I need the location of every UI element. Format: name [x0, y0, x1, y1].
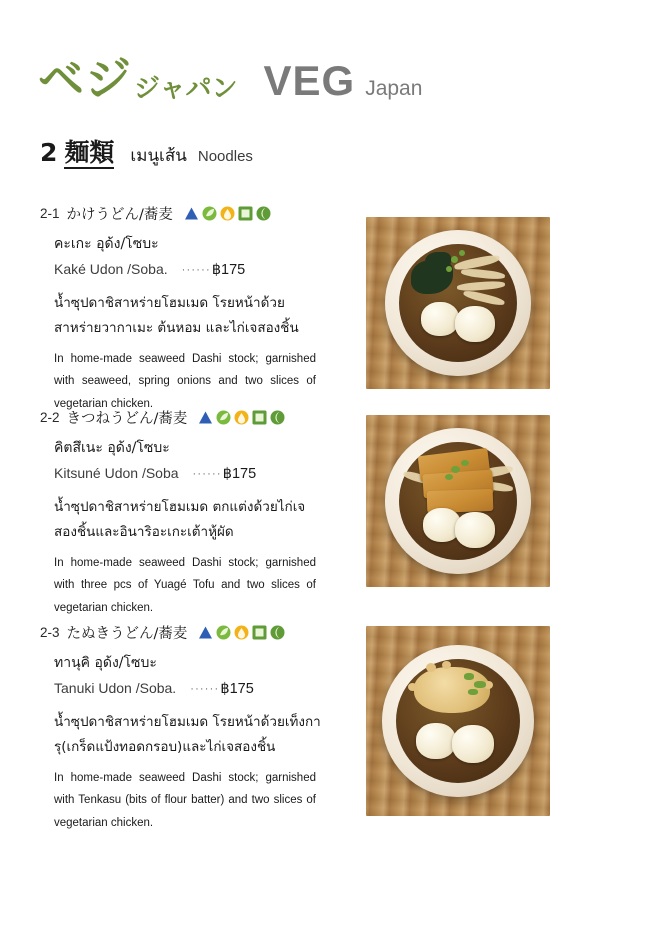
brand-veg-text: VEG: [263, 57, 356, 104]
item-price: ฿175: [220, 681, 254, 697]
item-description-thai: น้ำซุปดาชิสาหร่ายโฮมเมด โรยหน้าด้วยสาหร่ายวากาเมะ ต้นหอม และไก่เจสองชิ้น: [54, 295, 299, 336]
item-title-row: [40, 622, 325, 643]
section-heading: [40, 140, 253, 169]
herb-garnish: [461, 460, 469, 466]
herb-garnish: [474, 681, 486, 688]
brand-japanese-sub: ジャパン: [134, 74, 238, 104]
item-name-japanese: たぬきうどん/蕎麦: [66, 626, 188, 642]
brand-header: [38, 52, 618, 118]
tenkasu-crumb: [408, 683, 417, 691]
item-name-thai: คิตสึเนะ อุด้ง/โซบะ: [54, 440, 170, 456]
item-price-row: [54, 465, 325, 482]
bowl: [385, 428, 531, 574]
herb-garnish: [451, 466, 460, 473]
dietary-icon-group: [198, 410, 285, 425]
broth: [399, 244, 517, 362]
leaf-green-icon: [216, 410, 231, 425]
vegetarian-chicken-slice: [455, 512, 495, 548]
item-name-romaji: Kitsuné Udon /Soba: [54, 465, 179, 481]
herb-garnish: [468, 689, 478, 695]
moon-green-icon: [256, 206, 271, 221]
triangle-blue-icon: [198, 625, 213, 640]
item-price-row: [54, 261, 325, 278]
item-title-row: [40, 203, 325, 224]
vegetarian-chicken-slice: [455, 306, 495, 342]
item-title-row: [40, 407, 325, 428]
section-title-english: Noodles: [197, 148, 253, 165]
item-description-english: In home-made seaweed Dashi stock; garnished with three pcs of Yuagé Tofu and two slices of vegetarian chicken.: [54, 556, 316, 614]
menu-item-2-3: [40, 622, 325, 834]
menu-item-2-1: [40, 203, 325, 415]
vegetarian-chicken-slice: [421, 302, 459, 336]
leaf-green-icon: [216, 625, 231, 640]
item-description-thai: น้ำซุปดาชิสาหร่ายโฮมเมด โรยหน้าด้วยเท็งการุ(เกร็ดแป้งทอดกรอบ)และไก่เจสองชิ้น: [54, 714, 321, 755]
square-green-icon: [252, 410, 267, 425]
bowl: [385, 230, 531, 376]
item-code: 2-2: [40, 410, 60, 425]
item-description-english: In home-made seaweed Dashi stock; garnished with seaweed, spring onions and two slices of vegetarian chicken.: [54, 352, 316, 410]
item-price: ฿175: [211, 262, 246, 278]
tenkasu-crumbs: [414, 667, 490, 713]
square-green-icon: [238, 206, 253, 221]
item-code: 2-3: [40, 625, 60, 640]
spring-onion: [459, 250, 465, 256]
spring-onion: [451, 256, 458, 263]
noodle: [463, 289, 506, 307]
triangle-blue-icon: [184, 206, 199, 221]
tenkasu-crumb: [442, 661, 451, 669]
broth: [396, 659, 520, 783]
item-name-thai: ทานุคิ อุด้ง/โซบะ: [54, 655, 157, 671]
leader-dots: ······: [192, 468, 222, 480]
moon-green-icon: [270, 410, 285, 425]
item-name-japanese: きつねうどん/蕎麦: [66, 411, 188, 427]
section-number: 2: [40, 138, 58, 167]
kitsune-udon-photo: [366, 415, 550, 587]
herb-garnish: [445, 474, 453, 480]
leader-dots: ······: [190, 683, 220, 695]
tenkasu-crumb: [426, 663, 436, 672]
brand-japanese-main: ベジ: [38, 52, 132, 106]
page-footer-space: [0, 880, 660, 929]
garlic-free-icon: [234, 625, 249, 640]
tanuki-udon-photo: [366, 626, 550, 816]
item-description-thai: น้ำซุปดาชิสาหร่ายโฮมเมด ตกแต่งด้วยไก่เจสองชิ้นและอินาริอะเกะเต้าหู้ผัด: [54, 499, 306, 540]
section-title-thai: เมนูเส้น: [130, 146, 187, 166]
kake-udon-photo: [366, 217, 550, 389]
garlic-free-icon: [220, 206, 235, 221]
bowl: [382, 645, 534, 797]
section-title-japanese: 麺類: [64, 138, 115, 167]
vegetarian-chicken-slice: [416, 723, 456, 759]
item-price: ฿175: [222, 466, 257, 482]
menu-item-2-2: [40, 407, 325, 619]
leaf-green-icon: [202, 206, 217, 221]
herb-garnish: [464, 673, 474, 680]
item-description-english: In home-made seaweed Dashi stock; garnished with Tenkasu (bits of flour batter) and two slices of vegetarian chicken.: [54, 771, 316, 829]
triangle-blue-icon: [198, 410, 213, 425]
spring-onion: [446, 266, 452, 272]
broth: [399, 442, 517, 560]
garlic-free-icon: [234, 410, 249, 425]
moon-green-icon: [270, 625, 285, 640]
brand-japan-text: Japan: [365, 77, 423, 100]
item-name-romaji: Kaké Udon /Soba.: [54, 261, 168, 277]
leader-dots: ······: [181, 264, 211, 276]
square-green-icon: [252, 625, 267, 640]
item-name-romaji: Tanuki Udon /Soba.: [54, 680, 177, 696]
vegetarian-chicken-slice: [452, 725, 494, 763]
dietary-icon-group: [184, 206, 271, 221]
item-name-japanese: かけうどん/蕎麦: [66, 207, 173, 223]
noodle: [461, 268, 506, 281]
noodle: [457, 280, 505, 291]
dietary-icon-group: [198, 625, 285, 640]
item-price-row: [54, 680, 325, 697]
item-code: 2-1: [40, 206, 60, 221]
item-name-thai: คะเกะ อุด้ง/โซบะ: [54, 236, 159, 252]
